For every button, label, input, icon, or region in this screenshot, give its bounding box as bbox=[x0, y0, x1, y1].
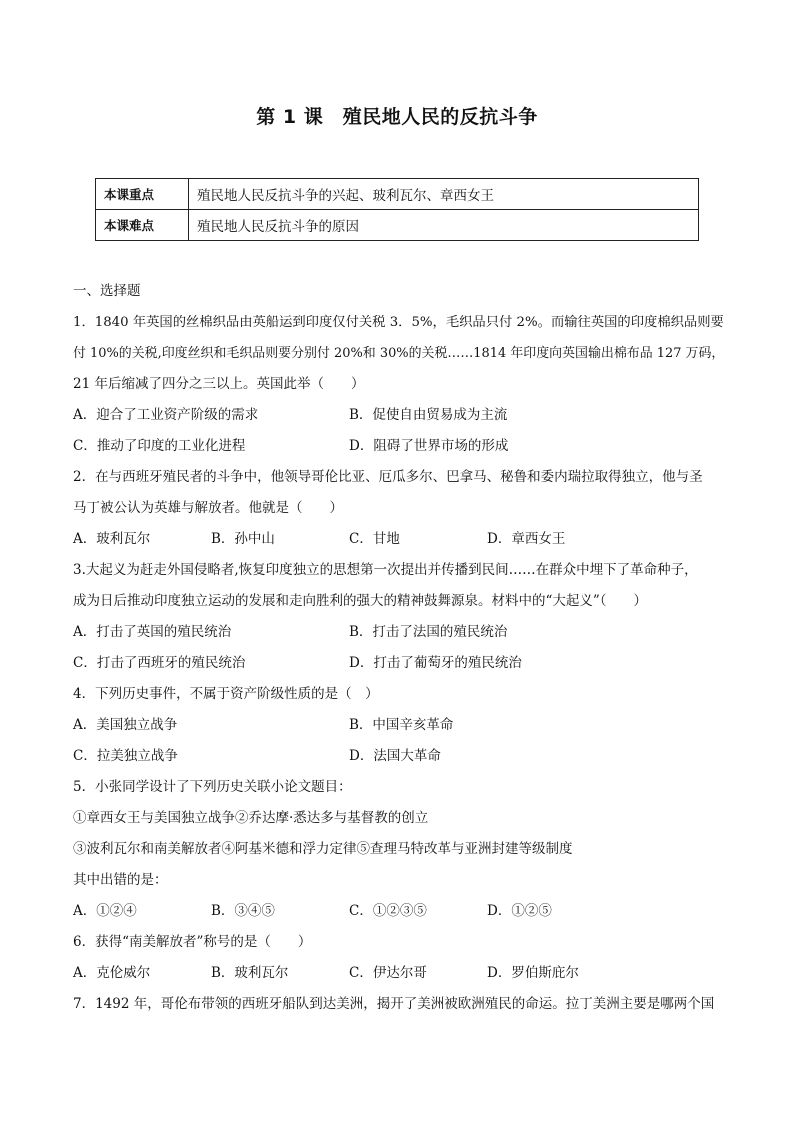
option-a[interactable]: A．打击了英国的殖民统治 bbox=[73, 624, 232, 640]
option-row bbox=[73, 710, 725, 741]
question-3 bbox=[73, 555, 725, 679]
question-text: ①章西女王与美国独立战争②乔达摩·悉达多与基督教的创立 bbox=[73, 810, 429, 826]
question-text: ③波利瓦尔和南美解放者④阿基米德和浮力定律⑤查理马特改革与亚洲封建等级制度 bbox=[73, 841, 573, 857]
option-a[interactable]: A．①②④ bbox=[73, 903, 137, 919]
question-text: 7．1492 年，哥伦布带领的西班牙船队到达美洲，揭开了美洲被欧洲殖民的命运。拉丁美洲主要是哪两个国 bbox=[73, 996, 715, 1012]
option-row bbox=[73, 958, 725, 989]
option-row bbox=[73, 896, 725, 927]
table-value: 殖民地人民反抗斗争的兴起、玻利瓦尔、章西女王 bbox=[189, 179, 699, 210]
lesson-focus-table bbox=[95, 178, 699, 241]
option-c[interactable]: C．①②③⑤ bbox=[349, 903, 427, 919]
option-d[interactable]: D．罗伯斯庇尔 bbox=[487, 965, 579, 981]
table-row bbox=[96, 210, 699, 241]
option-b[interactable]: B．中国辛亥革命 bbox=[349, 717, 454, 733]
option-c[interactable]: C．伊达尔哥 bbox=[349, 965, 427, 981]
option-d[interactable]: D．①②⑤ bbox=[487, 903, 552, 919]
option-c[interactable]: C．甘地 bbox=[349, 531, 400, 547]
option-row bbox=[73, 524, 725, 555]
question-text: 1．1840 年英国的丝棉织品由英船运到印度仅付关税 3．5%，毛织品只付 2%。而输往英国的印度棉织品则要 bbox=[73, 315, 724, 330]
page-title: 第 1 课 殖民地人民的反抗斗争 bbox=[256, 106, 538, 128]
option-b[interactable]: B．打击了法国的殖民统治 bbox=[349, 624, 508, 640]
question-7 bbox=[73, 989, 725, 1020]
question-2 bbox=[73, 462, 725, 555]
question-text: 3.大起义为赶走外国侵略者,恢复印度独立的思想第一次提出并传播到民间……在群众中埋下了革命种子， bbox=[73, 562, 698, 578]
option-b[interactable]: B．孙中山 bbox=[211, 531, 275, 547]
question-4 bbox=[73, 679, 725, 772]
question-text: 4．下列历史事件，不属于资产阶级性质的是（ ） bbox=[73, 686, 379, 702]
option-c[interactable]: C．推动了印度的工业化进程 bbox=[73, 438, 246, 454]
option-b[interactable]: B．促使自由贸易成为主流 bbox=[349, 407, 508, 423]
question-text: 其中出错的是： bbox=[73, 872, 168, 888]
question-6 bbox=[73, 927, 725, 989]
option-c[interactable]: C．拉美独立战争 bbox=[73, 748, 178, 764]
question-text: 5．小张同学设计了下列历史关联小论文题目： bbox=[73, 779, 352, 795]
table-row bbox=[96, 179, 699, 210]
option-row bbox=[73, 400, 725, 431]
question-text: 成为日后推动印度独立运动的发展和走向胜利的强大的精神鼓舞源泉。材料中的“大起义”（ ） bbox=[73, 593, 648, 609]
question-text: 付 10%的关税,印度丝织和毛织品则要分别付 20%和 30%的关税……1814 年印度向英国输出棉布品 127 万码， bbox=[73, 346, 725, 361]
option-row bbox=[73, 741, 725, 772]
question-5 bbox=[73, 772, 725, 927]
option-a[interactable]: A．美国独立战争 bbox=[73, 717, 178, 733]
option-a[interactable]: A．玻利瓦尔 bbox=[73, 531, 151, 547]
question-list bbox=[73, 276, 725, 1020]
option-row bbox=[73, 431, 725, 462]
question-text: 2．在与西班牙殖民者的斗争中，他领导哥伦比亚、厄瓜多尔、巴拿马、秘鲁和委内瑞拉取得独立，他与圣 bbox=[73, 469, 703, 485]
option-d[interactable]: D．章西女王 bbox=[487, 531, 566, 547]
table-label: 本课难点 bbox=[96, 210, 189, 241]
option-b[interactable]: B．③④⑤ bbox=[211, 903, 275, 919]
option-row bbox=[73, 617, 725, 648]
option-b[interactable]: B．玻利瓦尔 bbox=[211, 965, 289, 981]
option-row bbox=[73, 648, 725, 679]
option-d[interactable]: D．法国大革命 bbox=[349, 748, 441, 764]
question-text: 马丁被公认为英雄与解放者。他就是（ ） bbox=[73, 500, 343, 516]
option-c[interactable]: C．打击了西班牙的殖民统治 bbox=[73, 655, 246, 671]
question-1 bbox=[73, 307, 725, 462]
question-text: 21 年后缩减了四分之三以上。英国此举（ ） bbox=[73, 376, 365, 392]
table-value: 殖民地人民反抗斗争的原因 bbox=[189, 210, 699, 241]
option-d[interactable]: D．阻碍了世界市场的形成 bbox=[349, 438, 509, 454]
option-a[interactable]: A．克伦威尔 bbox=[73, 965, 151, 981]
option-a[interactable]: A．迎合了工业资产阶级的需求 bbox=[73, 407, 259, 423]
section-heading: 一、选择题 bbox=[73, 283, 141, 299]
table-label: 本课重点 bbox=[96, 179, 189, 210]
option-d[interactable]: D．打击了葡萄牙的殖民统治 bbox=[349, 655, 522, 671]
question-text: 6．获得“南美解放者”称号的是（ ） bbox=[73, 934, 312, 950]
